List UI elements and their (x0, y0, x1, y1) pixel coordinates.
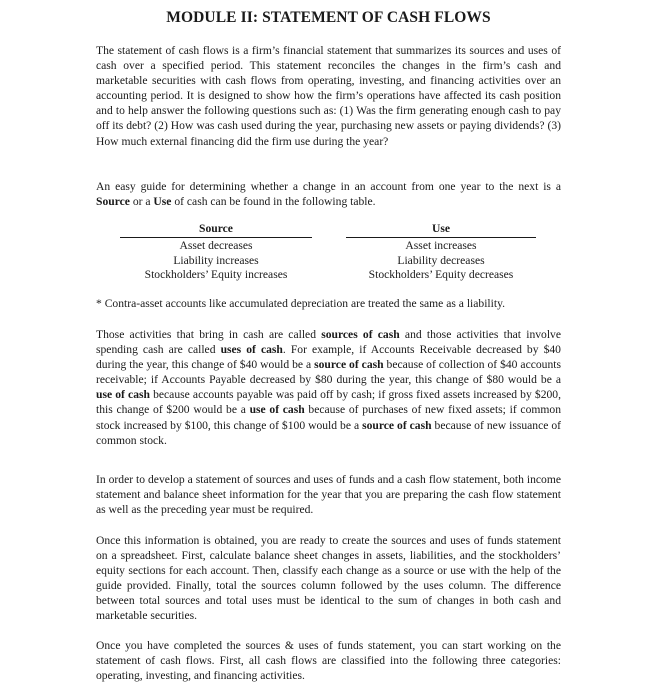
use-cell: Stockholders’ Equity decreases (368, 268, 514, 282)
source-term: Source (96, 195, 130, 209)
once-paragraph (96, 533, 561, 624)
source-cell: Asset decreases (179, 239, 253, 253)
final-paragraph (96, 638, 561, 683)
once-text: Once this information is obtained, you are ready to create the sources and uses of funds statement on a spreadsheet. First, calculate balance sheet changes in assets, liabilities, and the stockholders’ equity sections for each account. Then, classify each change as a source or use with the help of the guide provided. Finally, total the sources column followed by the uses column. The difference between total sources and total uses must be identical to the sum of changes in both cash and marketable securities. (96, 534, 561, 623)
intro-text: The statement of cash flows is a firm’s financial statement that summarizes its sources and uses of cash over a specified period. This statement reconciles the changes in the firm’s cash and marketable securities with cash flows from operating, investing, and financing activities over an accounting period. It is designed to show how the firm’s operations have affected its cash position and to help answer the following questions such as: (1) Was the firm generating enough cash to pay off its debt? (2) How was cash used during the year, purchasing new assets or paying dividends? (3) How much external financing did the firm use during the year? (96, 44, 561, 148)
intro-paragraph (96, 43, 561, 149)
contra-asset-note (96, 296, 561, 311)
develop-paragraph (96, 472, 561, 517)
develop-text: In order to develop a statement of sources and uses of funds and a cash flow statement, both income statement and balance sheet information for the year that you are preparing the cash flow statement as well as the preceding year must be required. (96, 473, 561, 517)
guide-paragraph (96, 179, 561, 209)
use-column (346, 222, 536, 283)
note-text: * Contra-asset accounts like accumulated depreciation are treated the same as a liability. (96, 297, 506, 310)
use-cell: Liability decreases (397, 253, 485, 267)
use-term: Use (153, 195, 172, 209)
examples-paragraph (96, 327, 561, 448)
use-cell: Asset increases (405, 239, 477, 253)
examples-text: Those activities that bring in cash are called sources of cash and those activities that involve spending cash are called uses of cash. For example, if Accounts Receivable decreased by $40 during the year, this change of $40 would be a source of cash because of collection of $40 accounts receivable; if Accounts Payable decreased by $80 during the year, this change of $80 would be a use of cash because accounts payable was paid off by cash; if gross fixed assets increased by $200, this change of $200 would be a use of cash because of purchases of new fixed assets; if common stock increased by $100, this change of $100 would be a source of cash because of new issuance of common stock. (96, 328, 561, 447)
source-cell: Liability increases (173, 253, 259, 267)
page-title: MODULE II: STATEMENT OF CASH FLOWS (166, 9, 491, 26)
source-column-header: Source (120, 222, 312, 238)
source-column (120, 222, 312, 283)
guide-text: An easy guide for determining whether a change in an account from one year to the next is a Source or a Use of cash can be found in the following table. (96, 180, 561, 209)
use-column-header: Use (346, 222, 536, 238)
source-cell: Stockholders’ Equity increases (144, 268, 288, 282)
final-text: Once you have completed the sources & uses of funds statement, you can start working on the statement of cash flows. First, all cash flows are classified into the following three categories: operating, investing, and financing activities. (96, 639, 561, 683)
